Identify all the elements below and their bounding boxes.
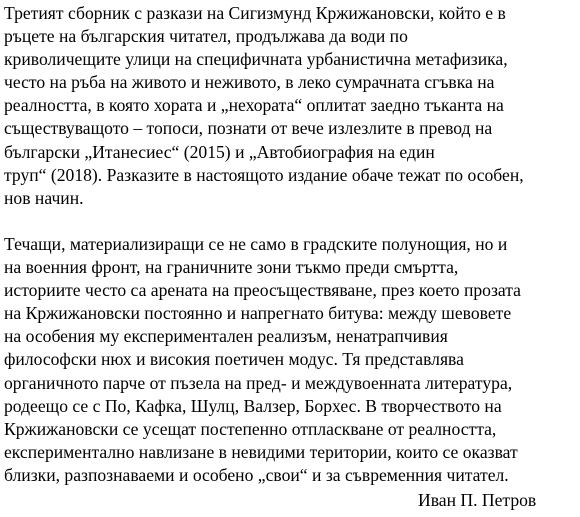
paragraph-2-line: експериментално навлизане в невидими територии, които се оказват [4,441,518,462]
paragraph-1-line: криволичещите улици на специфичната урбанистична метафизика, [4,49,508,70]
paragraph-1-line: често на ръба на живото и неживото, в леко сумрачната сгъвка на [4,72,495,93]
paragraph-1-line: български „Итанесиес“ (2015) и „Автобиография на един [4,141,435,162]
paragraph-1-line: нов начин. [4,187,84,208]
paragraph-2-line: историите често са арената на преосъществяване, през което прозата [4,280,521,301]
paragraph-1-line: реалността, в която хората и „нехората“ оплитат заедно тъканта на [4,95,504,116]
paragraph-2-line: на Кржижановски постоянно и напрегнато битува: между шевовете [4,303,512,324]
paragraph-2-line: Течащи, материализиращи се не само в градските полунощия, но и [4,234,508,254]
paragraph-2-line: философски нюх и високия поетичен модус. Тя представлява [4,349,464,370]
paragraph-2-line: на особения му експериментален реализъм, ненатрапчивия [4,326,448,347]
paragraph-1-line: съществуващото – топоси, познати от вече излезлите в превод на [4,118,493,139]
paragraph-1-line: Третият сборник с разкази на Сигизмунд Кржижановски, който е в [4,3,506,23]
document-page [4,0,578,517]
paragraph-1 [4,2,578,210]
paragraph-1-line: ръцете на българския читател, продължава да води по [4,26,408,47]
paragraph-2-line: родеещо се с По, Кафка, Шулц, Валзер, Борхес. В творчеството на [4,395,502,416]
author-signature: Иван П. Петров [418,490,537,510]
paragraph-2-line: органичното парче от пъзела на пред- и междувоенната литература, [4,372,513,393]
paragraph-2-line: на военния фронт, на граничните зони тъкмо преди смъртта, [4,257,459,278]
paragraph-2-line: близки, разпознаваеми и особено „свои“ и за съвременния читател. [4,464,509,485]
paragraph-2-line: Кржижановски се усещат постепенно отпласкване от реалността, [4,418,497,439]
paragraph-2 [4,233,578,487]
paragraph-1-line: труп“ (2018). Разказите в настоящото издание обаче тежат по особен, [4,164,524,185]
